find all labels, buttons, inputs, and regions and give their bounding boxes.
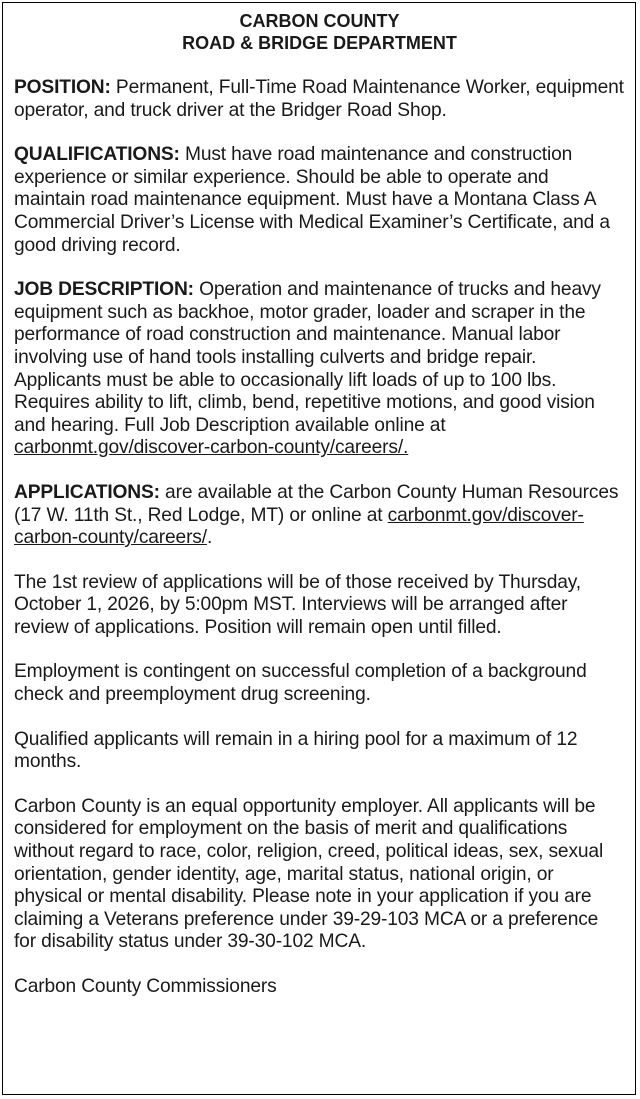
department-title: ROAD & BRIDGE DEPARTMENT bbox=[182, 33, 457, 53]
equal-opportunity-paragraph: Carbon County is an equal opportunity employer. All applicants will be considered for employment on the basis of merit and qualifications without regard to race, color, religion, creed, political ideas, sex, sexual orientation, gender identity, age, marital status, national origin, or physical or mental disability. Please note in your application if you are claiming a Veterans preference under 39-29-103 MCA or a preference for disability status under 39-30-102 MCA. bbox=[14, 795, 604, 953]
applications-paragraph bbox=[14, 482, 625, 550]
position-paragraph bbox=[14, 77, 625, 122]
job-description-text: Operation and maintenance of trucks and heavy equipment such as backhoe, motor grader, loader and scraper in the performance of road construction and maintenance. Manual labor involving use of hand tools installing culverts and bridge repair. Applicants must be able to occasionally lift loads of up to 100 lbs. Requires ability to lift, climb, bend, repetitive motions, and good vision and hearing. Full Job Description available online at bbox=[14, 279, 601, 436]
employment-paragraph: Employment is contingent on successful completion of a background check and preemployment drug screening. bbox=[14, 661, 587, 706]
applications-label: APPLICATIONS: bbox=[14, 481, 160, 503]
signature: Carbon County Commissioners bbox=[14, 976, 277, 997]
careers-link[interactable]: carbonmt.gov/discover-carbon-county/careers/. bbox=[14, 437, 409, 459]
applications-period: . bbox=[206, 527, 213, 549]
ad-header bbox=[14, 10, 625, 54]
county-title: CARBON COUNTY bbox=[239, 11, 400, 31]
qualifications-label: QUALIFICATIONS: bbox=[14, 144, 180, 166]
qualifications-paragraph bbox=[14, 144, 625, 257]
hiring-pool-paragraph: Qualified applicants will remain in a hiring pool for a maximum of 12 months. bbox=[14, 728, 578, 773]
position-text: Permanent, Full-Time Road Maintenance Worker, equipment operator, and truck driver at the Bridger Road Shop. bbox=[14, 77, 624, 121]
position-label: POSITION: bbox=[14, 77, 111, 98]
job-description-paragraph bbox=[14, 279, 625, 460]
applications-text: are available at the Carbon County Human Resources (17 W. 11th St., Red Lodge, MT) or online at bbox=[14, 481, 619, 526]
job-posting-ad bbox=[2, 2, 636, 1095]
job-description-label: JOB DESCRIPTION: bbox=[14, 279, 194, 301]
review-paragraph: The 1st review of applications will be of those received by Thursday, October 1, 2026, by 5:00pm MST. Interviews will be arranged after review of applications. Position will remain open until filled. bbox=[14, 571, 581, 638]
applications-careers-link[interactable]: carbonmt.gov/discover-carbon-county/careers/ bbox=[14, 504, 584, 549]
qualifications-text: Must have road maintenance and construction experience or similar experience. Should be able to operate and maintain road maintenance equipment. Must have a Montana Class A Commercial Driver’s License with Medical Examiner’s Certificate, and a good driving record. bbox=[14, 144, 610, 256]
